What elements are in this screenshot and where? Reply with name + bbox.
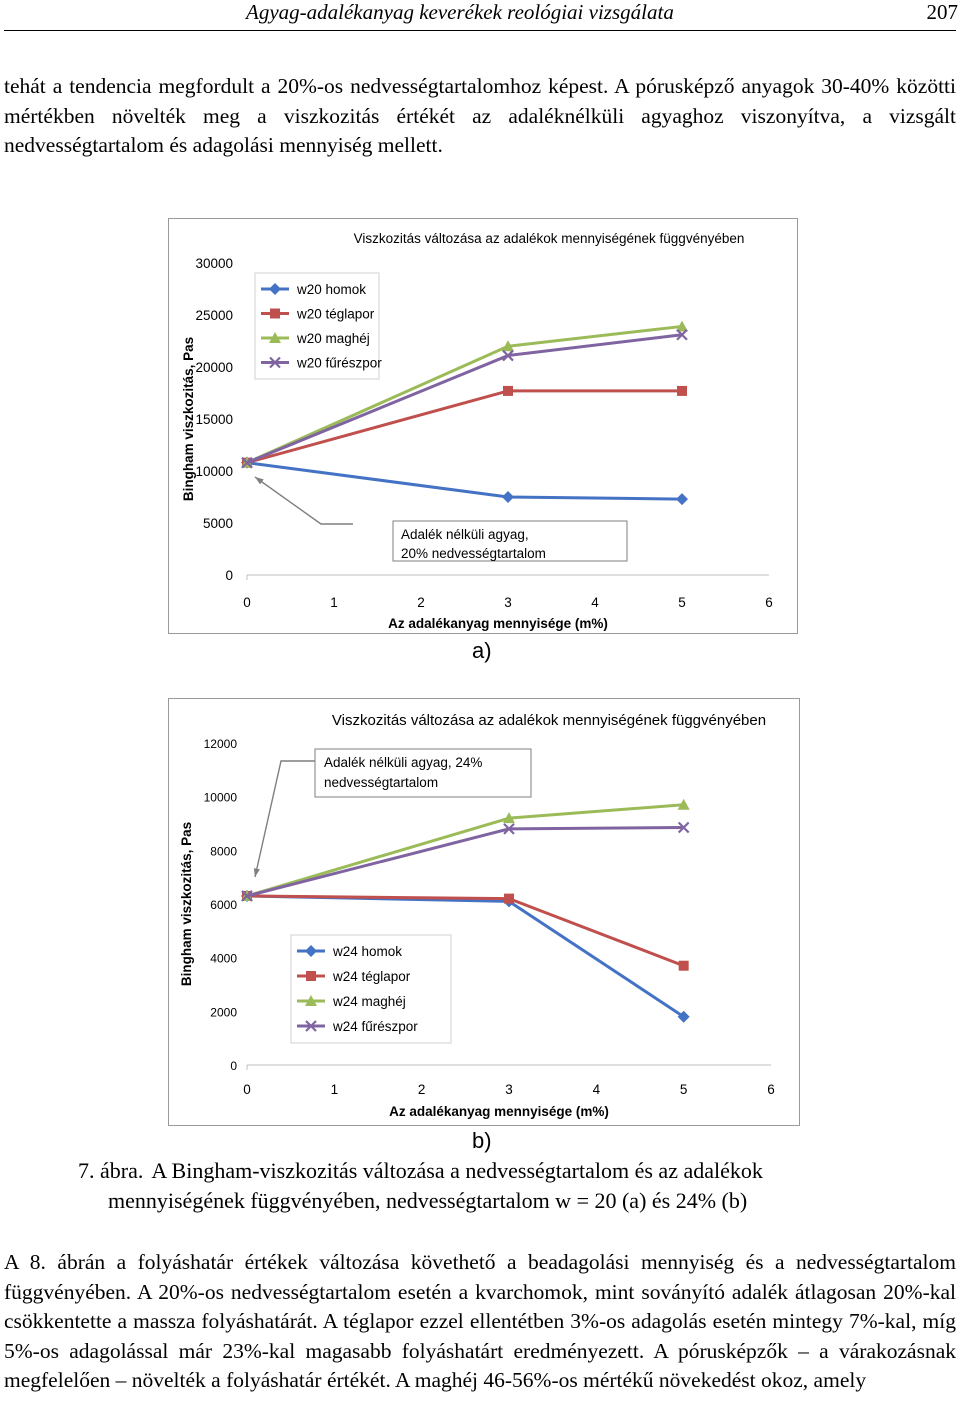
chart-b-y-axis-label: Bingham viszkozitás, Pas [179, 821, 194, 987]
chart-b-x-tick-label: 2 [417, 1082, 426, 1097]
chart-a-y-tick-label: 20000 [195, 360, 233, 375]
page-number: 207 [926, 0, 958, 24]
chart-b-series-2-point [504, 894, 514, 904]
chart-a-x-axis-label: Az adalékanyag mennyisége (m%) [388, 616, 608, 631]
chart-b-x-tick-label: 0 [243, 1082, 251, 1097]
caption-text: A Bingham-viszkozitás változása a nedvességtartalom és az adalékok [151, 1158, 763, 1183]
chart-b-series-2-point [679, 961, 689, 971]
chart-a-y-tick-label: 30000 [195, 256, 233, 271]
chart-a-y-axis-label: Bingham viszkozitás, Pas [181, 336, 196, 502]
chart-a-series-2-point [677, 386, 687, 396]
caption-number: 7. ábra. [78, 1158, 144, 1183]
chart-b-svg [169, 699, 799, 1125]
chart-b-title: Viszkozitás változása az adalékok mennyiségének függvényében [331, 712, 767, 729]
chart-a-y-tick-label: 10000 [195, 464, 233, 479]
chart-a-legend-label-1: w20 homok [297, 282, 367, 297]
chart-b-annotation-line-1: Adalék nélküli agyag, 24% [324, 755, 483, 770]
chart-a-series-line-2 [247, 391, 682, 463]
chart-a-legend-marker-2 [270, 309, 280, 319]
page-header [0, 0, 960, 32]
chart-b-x-tick-label: 5 [679, 1082, 688, 1097]
chart-a-x-tick-label: 2 [417, 595, 425, 610]
chart-b-y-tick-label: 10000 [203, 790, 237, 805]
chart-a-title: Viszkozitás változása az adalékok mennyiségének függvényében [353, 231, 745, 246]
chart-b-legend-label-4: w24 fűrészpor [333, 1019, 418, 1034]
chart-a-x-tick-label: 6 [765, 595, 773, 610]
chart-a-x-tick-label: 5 [678, 595, 686, 610]
outro-paragraph: A 8. ábrán a folyáshatár értékek változása követhető a beadagolási mennyiség és a nedvességtartalom függvényében. A 20%-os nedvességtartalom esetén a kvarchomok, mint soványító adalék átlagosan 20%-kal csökkentette a massza folyáshatárát. A téglapor ezzel ellentétben 3%-os adagolás esetén mintegy 7%-kal, míg 5%-os adagolással már 23%-kal magasabb folyáshatárt eredményezett. A pórusképzők – a várakozásnak megfelelően – növelték a folyáshatár értékét. A maghéj 46-56%-os mértékű növekedést okoz, amely [4, 1250, 956, 1392]
chart-b-annotation-line-2: nedvességtartalom [324, 775, 439, 790]
chart-b-legend-label-2: w24 téglapor [333, 969, 411, 984]
chart-a-series-line-1 [247, 463, 682, 499]
chart-b-y-tick-label: 12000 [203, 737, 237, 751]
chart-b-legend-label-1: w24 homok [333, 944, 403, 959]
chart-b-x-tick-label: 3 [505, 1082, 513, 1097]
chart-a-series-1-point [676, 493, 688, 505]
chart-a-svg [169, 219, 797, 633]
chart-a-series-1-point [502, 491, 514, 503]
intro-paragraph: tehát a tendencia megfordult a 20%-os nedvességtartalomhoz képest. A pórusképző anyagok 30-40% közötti mértékben növelték meg a viszkozitás értékét az adaléknélküli agyaghoz viszonyítva, a vizsgált nedvességtartalom és adagolási mennyiség mellett. [4, 74, 956, 157]
chart-a-x-tick-label: 1 [330, 595, 338, 610]
caption-text-line2: mennyiségének függvényében, nedvességtartalom w = 20 (a) és 24% (b) [108, 1188, 748, 1213]
chart-b-y-tick-label: 2000 [210, 1005, 237, 1020]
chart-b-y-tick-label: 4000 [210, 951, 237, 966]
chart-a-series-2-point [503, 386, 513, 396]
figure-caption [78, 1156, 928, 1216]
chart-a-legend-label-2: w20 téglapor [297, 306, 375, 322]
chart-b-legend-label-3: w24 maghéj [333, 994, 406, 1009]
chart-a-legend-label-4: w20 fűrészpor [297, 355, 382, 371]
chart-a-x-tick-label: 4 [591, 595, 599, 610]
chart-a-y-tick-label: 5000 [202, 516, 233, 531]
chart-b-series-line-3 [247, 805, 684, 896]
chart-b-y-tick-label: 8000 [210, 844, 237, 859]
chart-a-x-tick-label: 0 [243, 595, 251, 610]
chart-b-x-tick-label: 1 [330, 1082, 339, 1097]
chart-a [168, 218, 798, 634]
chart-a-y-tick-label: 25000 [195, 308, 233, 323]
chart-a-annotation-line-2: 20% nedvességtartalom [401, 546, 546, 561]
chart-b-x-tick-label: 6 [767, 1082, 775, 1097]
chart-a-annotation-line-1: Adalék nélküli agyag, [401, 527, 529, 542]
chart-a-x-tick-label: 3 [504, 595, 512, 610]
chart-b-annotation-arrow [255, 761, 315, 877]
chart-b-x-tick-label: 4 [592, 1082, 601, 1097]
chart-b-y-tick-label: 0 [230, 1059, 237, 1073]
chart-a-legend-label-3: w20 maghéj [297, 331, 370, 346]
chart-b [168, 698, 800, 1126]
chart-a-y-tick-label: 0 [225, 568, 233, 583]
chart-a-annotation-arrowhead [255, 477, 264, 484]
chart-b-legend-marker-2 [306, 971, 316, 981]
chart-a-annotation-arrow [255, 477, 353, 524]
header-rule [4, 30, 956, 31]
chart-a-y-tick-label: 15000 [195, 412, 233, 427]
chart-b-series-line-4 [247, 828, 684, 896]
subfigure-label-a: a) [472, 638, 492, 663]
chart-b-x-axis-label: Az adalékanyag mennyisége (m%) [389, 1104, 609, 1119]
chart-b-y-tick-label: 6000 [210, 898, 237, 912]
subfigure-label-b: b) [472, 1128, 492, 1153]
running-title: Agyag-adalékanyag keverékek reológiai vizsgálata [246, 0, 674, 24]
